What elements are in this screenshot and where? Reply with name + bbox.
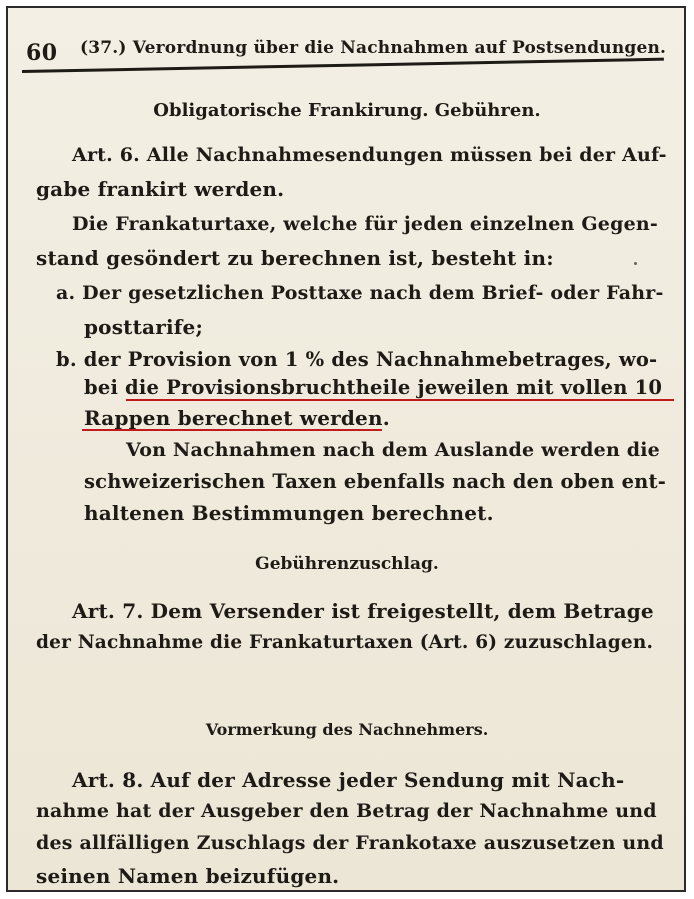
- text-line: Art. 6. Alle Nachnahmesendungen müssen bei der Auf-: [72, 144, 667, 166]
- text-line: des allfälligen Zuschlags der Frankotaxe auszusetzen und: [36, 832, 664, 854]
- text-line: posttarife;: [84, 315, 204, 339]
- text-line: Art. 8. Auf der Adresse jeder Sendung mit Nach-: [72, 768, 625, 792]
- text-line: schweizerischen Taxen ebenfalls nach den oben ent-: [84, 470, 667, 493]
- header-rule: [22, 58, 664, 73]
- highlighted-line: bei die Provisionsbruchtheile jeweilen mit vollen 10: [84, 376, 663, 399]
- highlighted-line: Rappen berechnet werden.: [84, 406, 390, 430]
- section-heading-vormerkung: Vormerkung des Nachnehmers.: [205, 720, 489, 739]
- page-header: [22, 30, 672, 70]
- text-line: haltenen Bestimmungen berechnet.: [84, 501, 494, 525]
- red-underline: [82, 429, 382, 431]
- text-line: Die Frankaturtaxe, welche für jeden einzelnen Gegen-: [72, 213, 658, 235]
- page-number: 60: [26, 40, 58, 66]
- text-line: gabe frankirt werden.: [36, 177, 285, 201]
- text-line: Von Nachnahmen nach dem Auslande werden die: [126, 439, 660, 461]
- section-heading-frankirung: Obligatorische Frankirung. Gebühren.: [153, 100, 541, 121]
- list-item-a: a. Der gesetzlichen Posttaxe nach dem Brief- oder Fahr-: [56, 282, 664, 304]
- section-heading-gebuehrenzuschlag: Gebührenzuschlag.: [255, 554, 439, 574]
- text-line: stand gesöndert zu berechnen ist, besteht in:: [36, 246, 554, 270]
- text-line: der Nachnahme die Frankaturtaxen (Art. 6) zuzuschlagen.: [36, 632, 654, 653]
- text-line: Art. 7. Dem Versender ist freigestellt, dem Betrage: [72, 599, 654, 623]
- text-line: nahme hat der Ausgeber den Betrag der Nachnahme und: [36, 800, 657, 822]
- text-line: seinen Namen beizufügen.: [36, 864, 340, 888]
- red-underline: [126, 399, 674, 401]
- running-title: (37.) Verordnung über die Nachnahmen auf Postsendungen.: [80, 38, 667, 58]
- document-page: [22, 14, 672, 888]
- document-frame: [6, 6, 686, 892]
- list-item-b: b. der Provision von 1 % des Nachnahmebetrages, wo-: [56, 348, 658, 371]
- print-speck: [634, 262, 637, 265]
